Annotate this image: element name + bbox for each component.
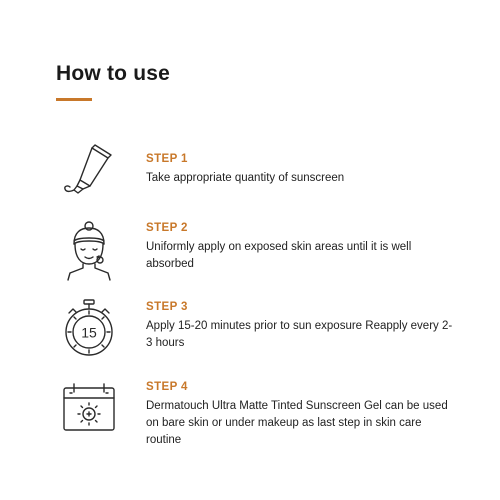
- step-label: STEP 2: [146, 222, 188, 234]
- stopwatch-number: 15: [81, 324, 97, 341]
- tube-icon: [56, 140, 122, 206]
- face-apply-icon: [56, 218, 122, 284]
- title-underline: [56, 98, 92, 101]
- stopwatch-icon: [56, 296, 122, 362]
- step-label: STEP 3: [146, 301, 188, 313]
- step-description: Uniformly apply on exposed skin areas until it is well absorbed: [146, 241, 412, 270]
- calendar-sun-icon: [56, 376, 122, 442]
- step-description: Apply 15-20 minutes prior to sun exposure Reapply every 2-3 hours: [146, 320, 453, 349]
- step-description: Take appropriate quantity of sunscreen: [146, 172, 345, 184]
- page-title: How to use: [56, 62, 171, 85]
- step-description: Dermatouch Ultra Matte Tinted Sunscreen Gel can be used on bare skin or under makeup as last step in skin care routine: [146, 400, 448, 446]
- step-label: STEP 1: [146, 153, 188, 165]
- step-label: STEP 4: [146, 381, 188, 393]
